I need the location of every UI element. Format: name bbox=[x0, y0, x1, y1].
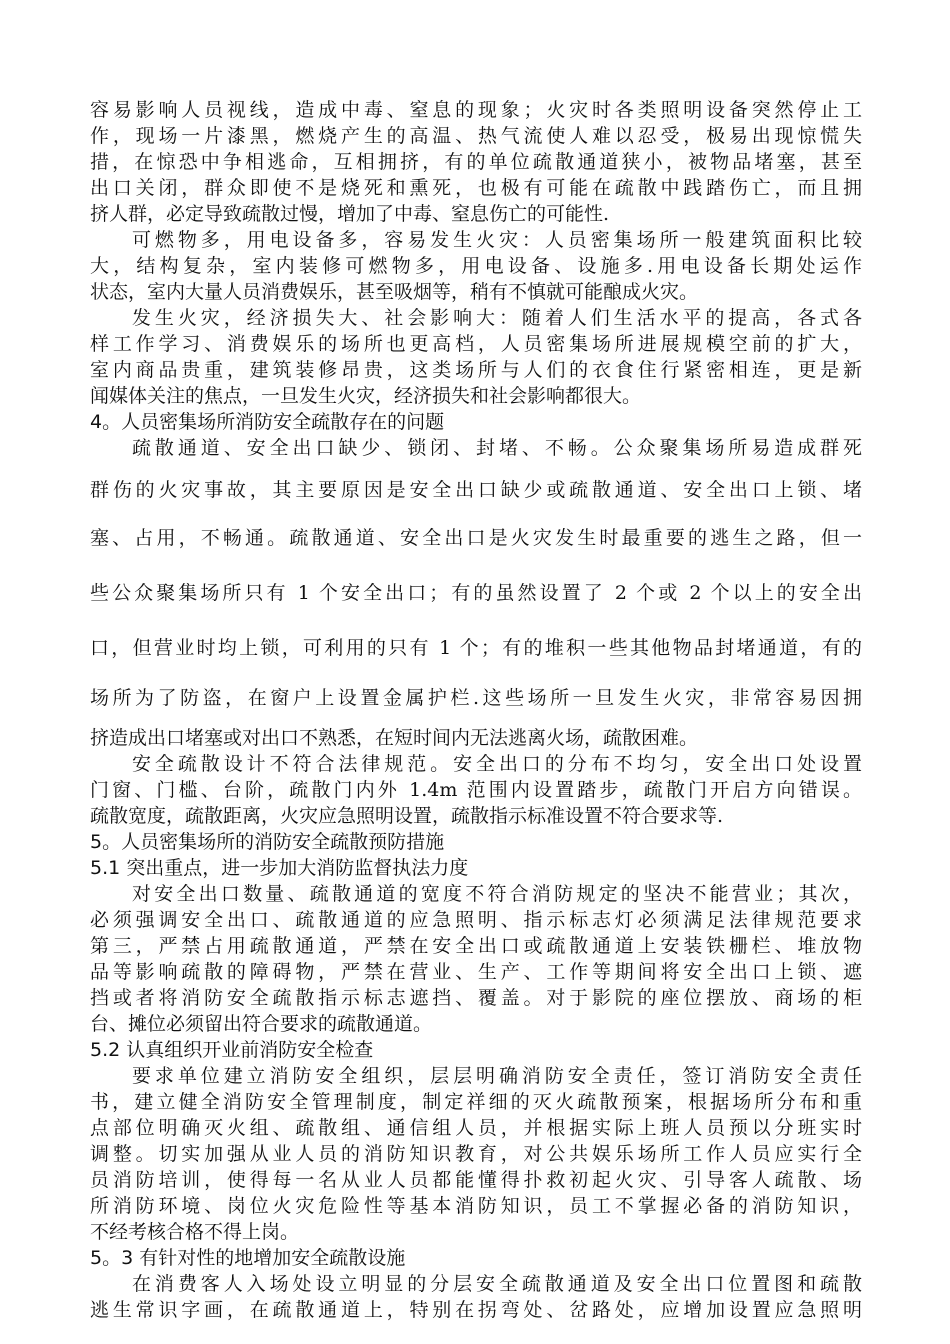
text-line: 不经考核合格不得上岗。 bbox=[90, 1221, 300, 1243]
text-line: 样工作学习、消费娱乐的场所也更高档，人员密集场所进展规模空前的扩大， bbox=[90, 333, 862, 355]
text-line: 所消防环境、岗位火灾危险性等基本消防知识，员工不掌握必备的消防知识， bbox=[90, 1195, 862, 1217]
text-line: 挤造成出口堵塞或对出口不熟悉，在短时间内无法逃离火场，疏散困难。 bbox=[90, 727, 699, 749]
text-line: 场所为了防盗，在窗户上设置金属护栏.这些场所一旦发生火灾，非常容易因拥 bbox=[90, 687, 862, 709]
text-line: 门窗、门槛、台阶，疏散门内外 1.4m 范围内设置踏步，疏散门开启方向错误。 bbox=[90, 779, 862, 801]
text-line: 疏散通道、安全出口缺少、锁闭、封堵、不畅。公众聚集场所易造成群死 bbox=[132, 437, 862, 459]
text-line: 必须强调安全出口、疏散通道的应急照明、指示标志灯必须满足法律规范要求 bbox=[90, 909, 862, 931]
text-line: 要求单位建立消防安全组织，层层明确消防安全责任，签订消防安全责任 bbox=[132, 1065, 862, 1087]
text-line: 在消费客人入场处设立明显的分层安全疏散通道及安全出口位置图和疏散 bbox=[132, 1273, 862, 1295]
text-line: 品等影响疏散的障碍物，严禁在营业、生产、工作等期间将安全出口上锁、遮 bbox=[90, 961, 862, 983]
subsection-heading: 5。3 有针对性的地增加安全疏散设施 bbox=[90, 1247, 406, 1269]
text-line: 台、摊位必须留出符合要求的疏散通道。 bbox=[90, 1013, 433, 1035]
text-line: 逃生常识字画，在疏散通道上，特别在拐弯处、岔路处，应增加设置应急照明 bbox=[90, 1299, 862, 1321]
text-line: 发生火灾，经济损失大、社会影响大：随着人们生活水平的提高，各式各 bbox=[132, 307, 862, 329]
subsection-heading: 5.2 认真组织开业前消防安全检查 bbox=[90, 1039, 374, 1061]
text-line: 第三，严禁占用疏散通道，严禁在安全出口或疏散通道上安装铁栅栏、堆放物 bbox=[90, 935, 862, 957]
text-line: 作，现场一片漆黑，燃烧产生的高温、热气流使人难以忍受，极易出现惊慌失 bbox=[90, 125, 862, 147]
text-line: 安全疏散设计不符合法律规范。安全出口的分布不均匀，安全出口处设置 bbox=[132, 753, 862, 775]
text-line: 些公众聚集场所只有 1 个安全出口；有的虽然设置了 2 个或 2 个以上的安全出 bbox=[90, 582, 862, 604]
text-line: 口，但营业时均上锁，可利用的只有 1 个；有的堆积一些其他物品封堵通道，有的 bbox=[90, 637, 862, 659]
section-heading: 4。人员密集场所消防安全疏散存在的问题 bbox=[90, 411, 445, 433]
text-line: 对安全出口数量、疏散通道的宽度不符合消防规定的坚决不能营业；其次， bbox=[132, 883, 862, 905]
text-line: 书，建立健全消防安全管理制度，制定祥细的灭火疏散预案，根据场所分布和重 bbox=[90, 1091, 862, 1113]
text-line: 闻媒体关注的焦点，一旦发生火灾，经济损失和社会影响都很大。 bbox=[90, 385, 642, 407]
text-line: 群伤的火灾事故，其主要原因是安全出口缺少或疏散通道、安全出口上锁、堵 bbox=[90, 479, 862, 501]
text-line: 点部位明确灭火组、疏散组、通信组人员，并根据实际上班人员预以分班实时 bbox=[90, 1117, 862, 1139]
text-line: 塞、占用，不畅通。疏散通道、安全出口是火灾发生时最重要的逃生之路，但一 bbox=[90, 527, 862, 549]
text-line: 措，在惊恐中争相逃命，互相拥挤，有的单位疏散通道狭小，被物品堵塞，甚至 bbox=[90, 151, 862, 173]
text-line: 挡或者将消防安全疏散指示标志遮挡、覆盖。对于影院的座位摆放、商场的柜 bbox=[90, 987, 862, 1009]
text-line: 疏散宽度，疏散距离，火灾应急照明设置，疏散指示标准设置不符合要求等. bbox=[90, 805, 724, 827]
text-line: 状态，室内大量人员消费娱乐，甚至吸烟等，稍有不慎就可能酿成火灾。 bbox=[90, 281, 699, 303]
text-line: 可燃物多，用电设备多，容易发生火灾：人员密集场所一般建筑面积比较 bbox=[132, 229, 862, 251]
text-line: 大，结构复杂，室内装修可燃物多，用电设备、设施多.用电设备长期处运作 bbox=[90, 255, 862, 277]
subsection-heading: 5.1 突出重点，进一步加大消防监督执法力度 bbox=[90, 857, 469, 879]
text-line: 员消防培训，使得每一名从业人员都能懂得扑救初起火灾、引导客人疏散、场 bbox=[90, 1169, 862, 1191]
text-line: 出口关闭，群众即使不是烧死和熏死，也极有可能在疏散中践踏伤亡，而且拥 bbox=[90, 177, 862, 199]
text-line: 室内商品贵重，建筑装修昂贵，这类场所与人们的衣食住行紧密相连，更是新 bbox=[90, 359, 862, 381]
text-line: 调整。切实加强从业人员的消防知识教育，对公共娱乐场所工作人员应实行全 bbox=[90, 1143, 862, 1165]
text-line: 容易影响人员视线，造成中毒、窒息的现象；火灾时各类照明设备突然停止工 bbox=[90, 99, 862, 121]
section-heading: 5。人员密集场所的消防安全疏散预防措施 bbox=[90, 831, 445, 853]
text-line: 挤人群，必定导致疏散过慢，增加了中毒、窒息伤亡的可能性. bbox=[90, 203, 610, 225]
